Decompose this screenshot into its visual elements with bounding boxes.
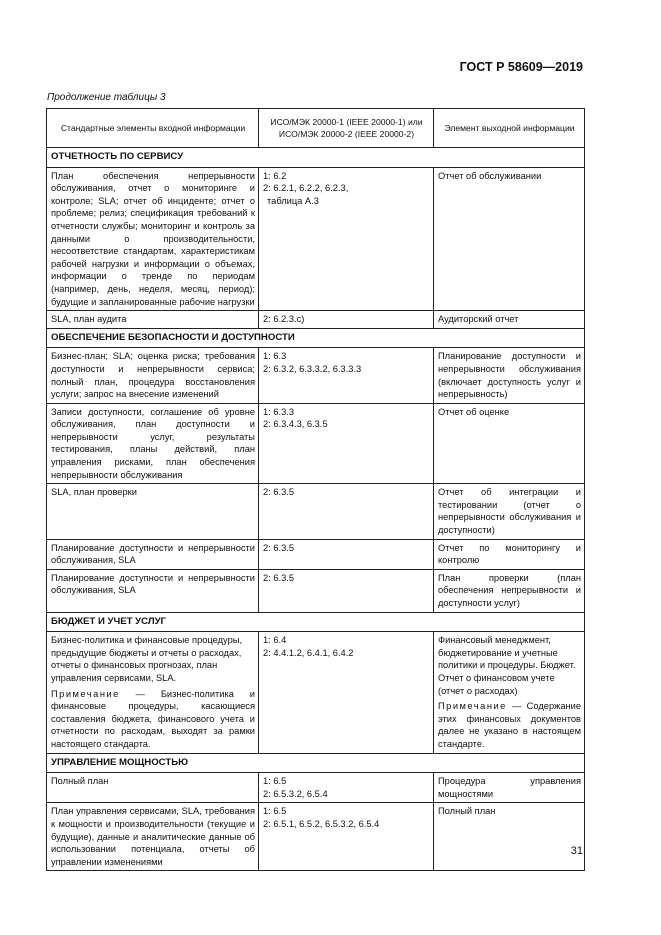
reference-line: 2: 6.2.3.с) xyxy=(263,314,305,325)
input-note xyxy=(51,688,255,751)
note-text: — Содержание этих финансовых документов далее не указано в настоящем стандарте. xyxy=(438,701,581,749)
reference-line: 1: 6.3.3 xyxy=(263,406,295,417)
reference-cell xyxy=(259,803,434,871)
section-title: БЮДЖЕТ И УЧЕТ УСЛУГ xyxy=(47,612,585,632)
table-row xyxy=(47,539,585,569)
section-header-row xyxy=(47,148,585,168)
page-number: 31 xyxy=(570,845,583,857)
requirements-table xyxy=(46,108,585,871)
section-title: ОТЧЕТНОСТЬ ПО СЕРВИСУ xyxy=(47,148,585,168)
reference-line: 2: 4.4.1.2, 6.4.1, 6.4.2 xyxy=(263,647,354,658)
table-row xyxy=(47,167,585,311)
note-label: Примечание xyxy=(51,688,120,699)
table-row xyxy=(47,403,585,484)
reference-cell xyxy=(259,569,434,612)
reference-line: 2: 6.3.5 xyxy=(263,542,295,553)
reference-line: 2: 6.3.2, 6.3.3.2, 6.3.3.3 xyxy=(263,363,362,374)
reference-line: 1: 6.3 xyxy=(263,351,287,362)
output-text: Финансовый менеджмент, бюджетирование и учетные политики и процедуры. Бюджет. Отчет о финансовом учете (отчет о расходах) xyxy=(438,635,576,696)
reference-line: 1: 6.5 xyxy=(263,776,287,787)
output-cell xyxy=(434,632,585,753)
reference-line: 1: 6.5 xyxy=(263,806,287,817)
input-cell: Записи доступности, соглашение об уровне обслуживания, план доступности и непрерывности услуг, результаты тестирования, планы действий, план управления рисками, план обеспечения непрерывности обслуживания xyxy=(47,403,259,484)
input-cell: План обеспечения непрерывности обслуживания, отчет о мониторинге и контроле; SLA; отчет об инциденте; отчет о проблеме; релиз; спецификация требований к отчетности службы; мониторинг и контроль за данными о производительности, несоответствие стандартам, характеристикам рабочей нагрузки и информации о объемах, информации о тренде по периодам (например, день, неделя, месяц, период); будущие и запланированные рабочие нагрузки xyxy=(47,167,259,311)
reference-line: 2: 6.3.5 xyxy=(263,487,295,498)
table-row xyxy=(47,803,585,871)
reference-cell xyxy=(259,632,434,753)
reference-line: 1: 6.2 xyxy=(263,170,287,181)
table-header-row xyxy=(47,109,585,148)
output-note xyxy=(438,700,581,750)
section-header-row xyxy=(47,753,585,773)
reference-cell xyxy=(259,167,434,311)
reference-line: 1: 6.4 xyxy=(263,635,287,646)
section-title: УПРАВЛЕНИЕ МОЩНОСТЬЮ xyxy=(47,753,585,773)
reference-line: 2: 6.5.3.2, 6.5.4 xyxy=(263,788,328,799)
reference-cell xyxy=(259,484,434,539)
section-title: ОБЕСПЕЧЕНИЕ БЕЗОПАСНОСТИ И ДОСТУПНОСТИ xyxy=(47,328,585,348)
reference-line: таблица А.3 xyxy=(267,195,319,206)
output-cell: Отчет об обслуживании xyxy=(434,167,585,311)
column-header-input: Стандартные элементы входной информации xyxy=(47,109,259,148)
table-row xyxy=(47,569,585,612)
input-text: Бизнес-политика и финансовые процедуры, предыдущие бюджеты и отчеты о расходах, отчеты о финансовых прогнозах, план управления сервисами, SLA. xyxy=(51,635,243,683)
input-cell: Полный план xyxy=(47,773,259,803)
input-cell: Бизнес-план; SLA; оценка риска; требования доступности и непрерывности сервиса; полный план, процедура восстановления услуги; запрос на внесение изменений xyxy=(47,348,259,403)
reference-cell xyxy=(259,773,434,803)
column-header-output: Элемент выходной информации xyxy=(434,109,585,148)
input-cell: Планирование доступности и непрерывности обслуживания, SLA xyxy=(47,539,259,569)
table-row xyxy=(47,773,585,803)
reference-line: 2: 6.2.1, 6.2.2, 6.2.3, xyxy=(263,183,349,194)
table-continuation-label: Продолжение таблицы 3 xyxy=(47,92,166,103)
document-standard-number: ГОСТ Р 58609—2019 xyxy=(459,60,583,74)
output-cell: Отчет об оценке xyxy=(434,403,585,484)
input-cell: План управления сервисами, SLA, требования к мощности и производительности (текущие и будущие), данные и аналитические данные об использовании потенциала, отчеты об управлении изменениями xyxy=(47,803,259,871)
note-label: Примечание xyxy=(438,701,507,712)
output-cell: Отчет по мониторингу и контролю xyxy=(434,539,585,569)
output-cell: План проверки (план обеспечения непрерывности и доступности услуг) xyxy=(434,569,585,612)
table-row xyxy=(47,311,585,329)
table-row xyxy=(47,632,585,753)
input-cell: Планирование доступности и непрерывности обслуживания, SLA xyxy=(47,569,259,612)
section-header-row xyxy=(47,328,585,348)
output-cell: Полный план xyxy=(434,803,585,871)
reference-line: 2: 6.5.1, 6.5.2, 6.5.3.2, 6.5.4 xyxy=(263,818,380,829)
output-cell: Аудиторский отчет xyxy=(434,311,585,329)
section-header-row xyxy=(47,612,585,632)
reference-cell xyxy=(259,348,434,403)
output-cell: Отчет об интеграции и тестировании (отчет о непрерывности обслуживания и доступности) xyxy=(434,484,585,539)
table-row xyxy=(47,484,585,539)
reference-cell xyxy=(259,539,434,569)
reference-cell xyxy=(259,403,434,484)
column-header-reference: ИСО/МЭК 20000-1 (IEEE 20000-1) или ИСО/МЭК 20000-2 (IEEE 20000-2) xyxy=(259,109,434,148)
input-cell xyxy=(47,632,259,753)
table-row xyxy=(47,348,585,403)
input-cell: SLA, план аудита xyxy=(47,311,259,329)
reference-line: 2: 6.3.5 xyxy=(263,572,295,583)
output-cell: Процедура управления мощностями xyxy=(434,773,585,803)
note-text: — Бизнес-политика и финансовые процедуры, касающиеся составления бюджета, финансового учета и отчетности по расходам, выходят за рамки настоящего стандарта. xyxy=(51,688,255,749)
input-cell: SLA, план проверки xyxy=(47,484,259,539)
reference-cell xyxy=(259,311,434,329)
output-cell: Планирование доступности и непрерывности обслуживания (включает доступность услуг и непрерывность) xyxy=(434,348,585,403)
reference-line: 2: 6.3.4.3, 6.3.5 xyxy=(263,419,328,430)
